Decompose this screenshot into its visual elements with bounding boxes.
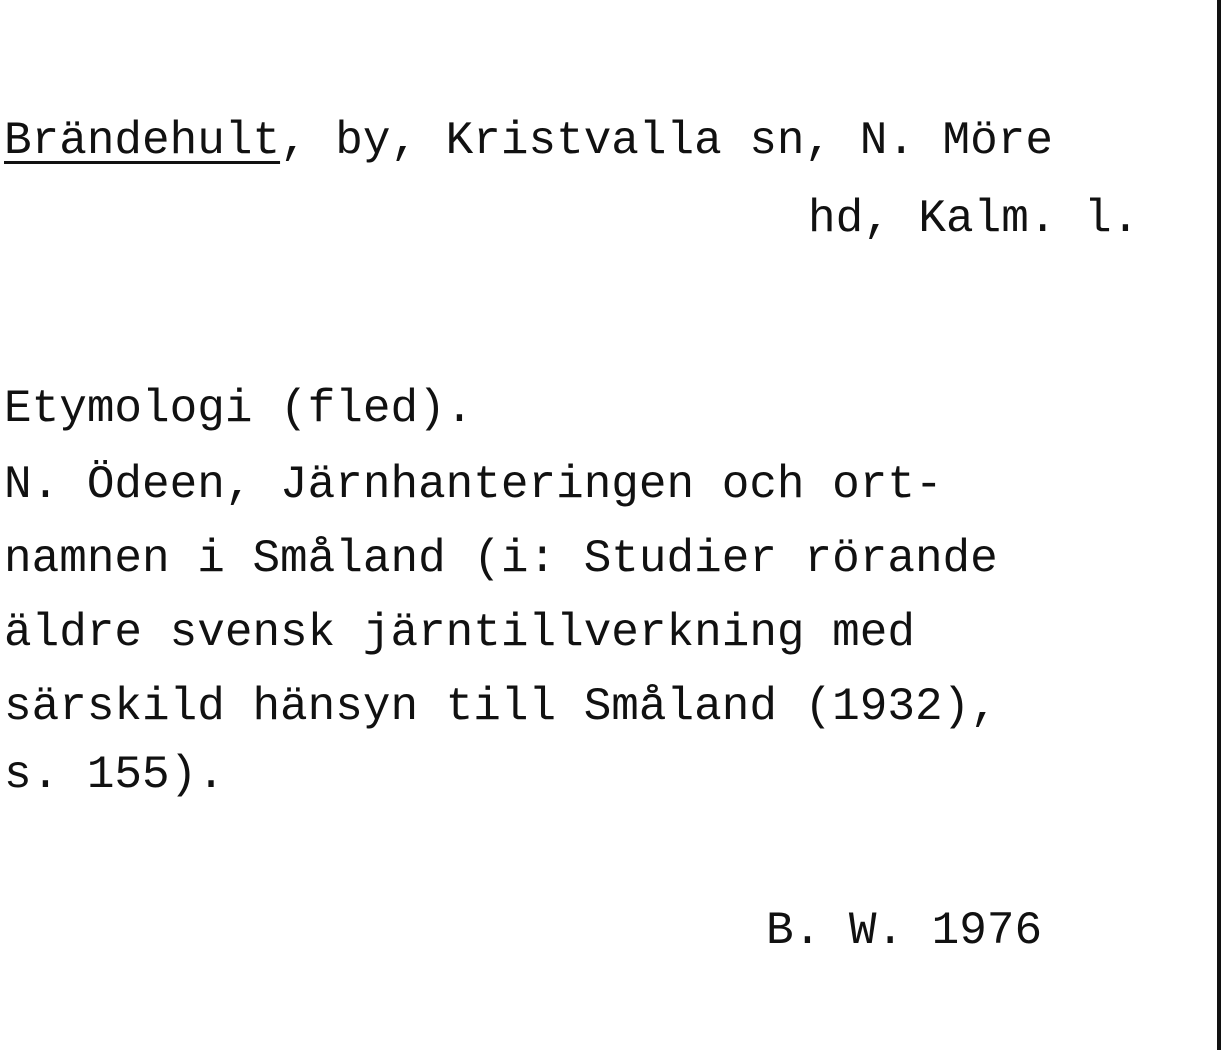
- card-heading-line-1: [4, 115, 1053, 167]
- body-line: namnen i Småland (i: Studier rörande: [4, 533, 998, 585]
- signature: B. W. 1976: [766, 905, 1043, 957]
- body-line: Etymologi (fled).: [4, 383, 474, 435]
- body-line: s. 155).: [4, 749, 225, 801]
- location-text: , by, Kristvalla sn, N. Möre: [280, 115, 1053, 167]
- card-right-edge: [1217, 0, 1221, 1050]
- body-line: N. Ödeen, Järnhanteringen och ort-: [4, 459, 943, 511]
- headword: Brändehult: [4, 115, 281, 167]
- body-line: särskild hänsyn till Småland (1932),: [4, 681, 998, 733]
- body-line: äldre svensk järntillverkning med: [4, 607, 915, 659]
- card-heading-line-2: hd, Kalm. l.: [808, 193, 1140, 245]
